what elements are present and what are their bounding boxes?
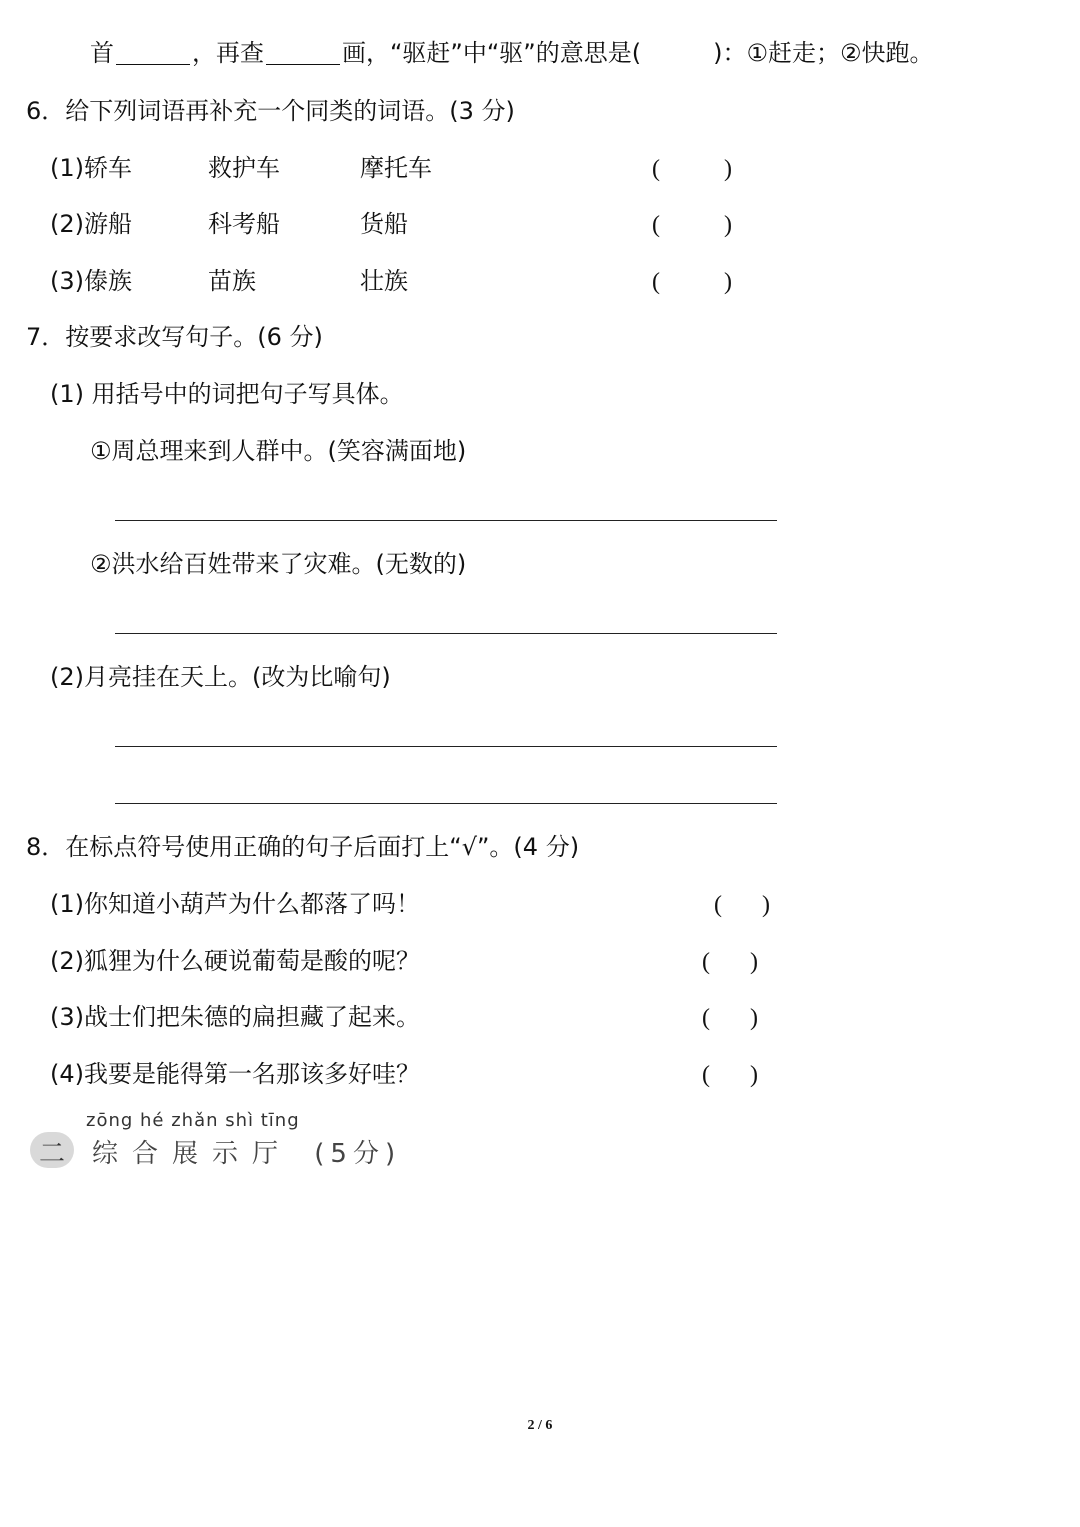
q5-text-1: 首: [90, 39, 114, 67]
q6-row1-answer[interactable]: ( ): [652, 156, 732, 182]
q6-row2-label: (2)游船: [50, 210, 132, 238]
q8-item2: (2)狐狸为什么硬说葡萄是酸的呢？: [50, 947, 420, 975]
q8-item1-answer[interactable]: ( ): [714, 892, 770, 918]
section2-heading: [92, 1133, 401, 1170]
q6-row3-word3: 壮族: [360, 267, 408, 295]
section2-title: 综合展示厅: [92, 1139, 293, 1169]
q7-sub2: (2)月亮挂在天上。(改为比喻句): [50, 663, 391, 691]
q6-row2-word3: 货船: [360, 210, 408, 238]
q7-title: 7．按要求改写句子。(6 分): [26, 323, 323, 351]
q6-row3-answer[interactable]: ( ): [652, 269, 732, 295]
q8-title: 8．在标点符号使用正确的句子后面打上“√”。(4 分): [26, 833, 580, 861]
q6-row3-word2: 苗族: [208, 267, 256, 295]
section2-number: 二: [39, 1139, 66, 1169]
blank-radical[interactable]: [116, 40, 190, 65]
section2-score: (5分): [314, 1139, 402, 1169]
answer-line-4[interactable]: [115, 803, 777, 804]
section2-pinyin: zōng hé zhǎn shì tīng: [86, 1110, 300, 1131]
q6-row1-label: (1)轿车: [50, 154, 132, 182]
q6-row1-word3: 摩托车: [360, 154, 432, 182]
q7-sentence2: ②洪水给百姓带来了灾难。(无数的): [90, 550, 467, 578]
page-number: 2 / 6: [527, 1418, 553, 1433]
q8-item2-answer[interactable]: ( ): [702, 949, 758, 975]
q5-continuation: [90, 38, 934, 68]
q7-sub1: (1) 用括号中的词把句子写具体。: [50, 380, 404, 408]
q8-item4-answer[interactable]: ( ): [702, 1062, 758, 1088]
q6-title: 6．给下列词语再补充一个同类的词语。(3 分): [26, 97, 515, 125]
blank-strokes[interactable]: [266, 40, 340, 65]
q6-row2-word2: 科考船: [208, 210, 280, 238]
q6-row3-label: (3)傣族: [50, 267, 132, 295]
q8-item3-answer[interactable]: ( ): [702, 1005, 758, 1031]
q8-item3: (3)战士们把朱德的扁担藏了起来。: [50, 1003, 420, 1031]
q5-text-4: )：①赶走；②快跑。: [713, 39, 934, 67]
q6-row1-word2: 救护车: [208, 154, 280, 182]
answer-line-1[interactable]: [115, 520, 777, 521]
q8-item4: (4)我要是能得第一名那该多好哇？: [50, 1060, 420, 1088]
q7-sentence1: ①周总理来到人群中。(笑容满面地): [90, 437, 467, 465]
answer-line-3[interactable]: [115, 746, 777, 747]
q6-row2-answer[interactable]: ( ): [652, 212, 732, 238]
q8-item1: (1)你知道小葫芦为什么都落了吗！: [50, 890, 420, 918]
q5-text-3: 画，“驱赶”中“驱”的意思是(: [342, 39, 642, 67]
q5-text-2: ，再查: [192, 39, 264, 67]
answer-line-2[interactable]: [115, 633, 777, 634]
section2-number-badge: [30, 1132, 74, 1168]
